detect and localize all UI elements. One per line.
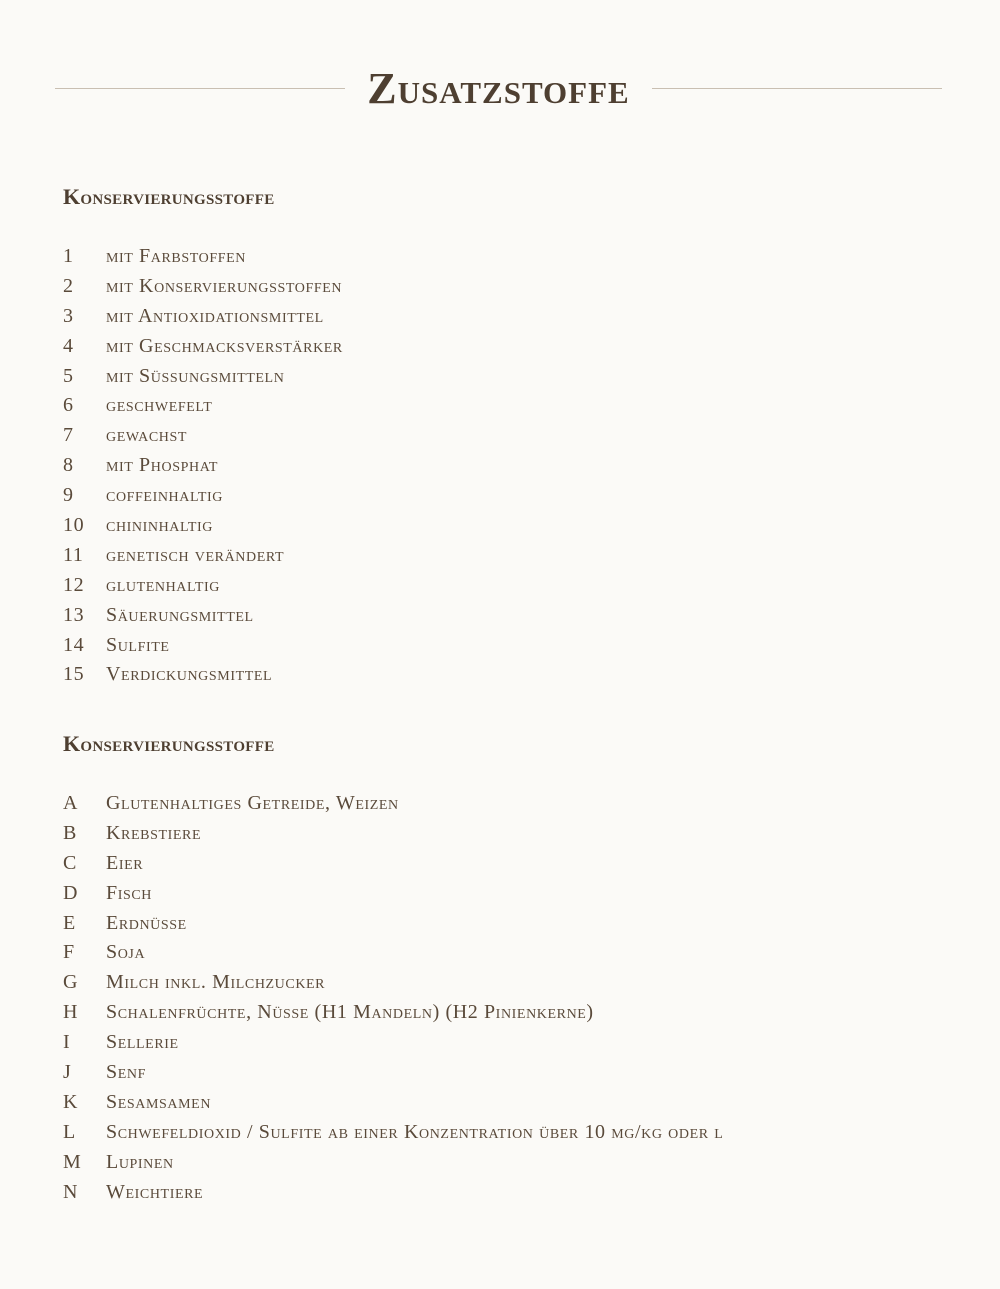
title-divider-left [55, 88, 345, 89]
item-code: 1 [63, 245, 74, 267]
item-label: Schalenfrüchte, Nüsse (H1 Mandeln) (H2 Pinienkerne) [106, 1001, 594, 1024]
item-code: 13 [63, 603, 85, 626]
item-code: J [63, 1061, 72, 1084]
page-title: Zusatzstoffe [367, 63, 630, 113]
item-code: 15 [63, 663, 85, 686]
additives-list [63, 242, 943, 690]
item-code: 3 [63, 304, 74, 327]
list-item [63, 391, 943, 421]
list-item [63, 421, 943, 451]
item-label: mit Süssungsmitteln [106, 364, 285, 387]
list-item [63, 938, 943, 968]
list-item [63, 1148, 943, 1178]
list-item [63, 481, 943, 511]
item-label: Soja [106, 941, 146, 964]
item-code: L [63, 1120, 76, 1143]
item-label: chininhaltig [106, 514, 214, 537]
item-code: 5 [63, 364, 74, 387]
item-code: N [63, 1180, 79, 1203]
item-label: glutenhaltig [106, 573, 220, 596]
item-label: Fisch [106, 881, 153, 904]
item-code: E [63, 911, 76, 934]
item-code: F [63, 941, 75, 964]
list-item [63, 1088, 943, 1118]
item-code: 2 [63, 274, 74, 297]
list-item [63, 849, 943, 879]
item-label: Lupinen [106, 1150, 174, 1173]
list-item [63, 362, 943, 392]
item-label: mit Konservierungsstoffen [106, 274, 343, 297]
item-label: Glutenhaltiges Getreide, Weizen [106, 792, 399, 814]
list-item [63, 511, 943, 541]
item-code: M [63, 1150, 82, 1173]
item-label: mit Farbstoffen [106, 245, 247, 267]
item-label: Senf [106, 1061, 146, 1084]
list-item [63, 819, 943, 849]
item-code: 6 [63, 394, 74, 417]
item-label: Weichtiere [106, 1180, 204, 1203]
allergens-list [63, 789, 943, 1207]
item-code: 9 [63, 484, 74, 507]
item-code: 4 [63, 334, 74, 357]
list-item [63, 601, 943, 631]
list-item [63, 1058, 943, 1088]
list-item [63, 302, 943, 332]
item-label: genetisch verändert [106, 543, 285, 566]
title-divider-right [652, 88, 942, 89]
section-heading: Konservierungsstoffe [63, 731, 275, 756]
list-item [63, 1028, 943, 1058]
list-item [63, 272, 943, 302]
list-item [63, 660, 943, 690]
item-code: B [63, 821, 77, 844]
item-code: 10 [63, 514, 85, 537]
item-code: 8 [63, 454, 74, 477]
list-item [63, 1118, 943, 1148]
additives-section [63, 180, 943, 690]
list-item [63, 541, 943, 571]
item-label: gewachst [106, 424, 188, 447]
item-code: 11 [63, 543, 84, 566]
list-item [63, 571, 943, 601]
item-label: mit Phosphat [106, 454, 218, 477]
item-code: 12 [63, 573, 85, 596]
item-label: mit Geschmacksverstärker [106, 334, 343, 357]
item-label: Sulfite [106, 633, 170, 656]
item-label: Milch inkl. Milchzucker [106, 971, 326, 994]
list-item [63, 451, 943, 481]
item-code: K [63, 1090, 79, 1113]
list-item [63, 242, 943, 272]
item-label: Sesamsamen [106, 1090, 212, 1113]
item-code: C [63, 851, 77, 874]
item-label: Eier [106, 851, 144, 874]
list-item [63, 789, 943, 819]
item-label: Sellerie [106, 1031, 179, 1054]
item-code: I [63, 1031, 71, 1054]
allergens-section [63, 727, 943, 1207]
page-header [55, 62, 942, 114]
list-item [63, 332, 943, 362]
item-label: Säuerungsmittel [106, 603, 254, 626]
item-label: Krebstiere [106, 821, 202, 844]
item-label: Erdnüsse [106, 911, 187, 934]
item-code: D [63, 881, 79, 904]
item-label: Schwefeldioxid / Sulfite ab einer Konzentration über 10 mg/kg oder l [106, 1120, 724, 1143]
item-label: geschwefelt [106, 394, 213, 417]
list-item [63, 879, 943, 909]
item-code: H [63, 1001, 79, 1024]
item-code: 7 [63, 424, 74, 447]
section-heading: Konservierungsstoffe [63, 184, 275, 209]
item-label: mit Antioxidationsmittel [106, 304, 324, 327]
list-item [63, 909, 943, 939]
item-code: 14 [63, 633, 85, 656]
item-code: A [63, 792, 79, 814]
item-label: Verdickungsmittel [106, 663, 273, 686]
list-item [63, 1178, 943, 1208]
item-code: G [63, 971, 79, 994]
list-item [63, 998, 943, 1028]
list-item [63, 631, 943, 661]
item-label: coffeinhaltig [106, 484, 223, 507]
list-item [63, 968, 943, 998]
